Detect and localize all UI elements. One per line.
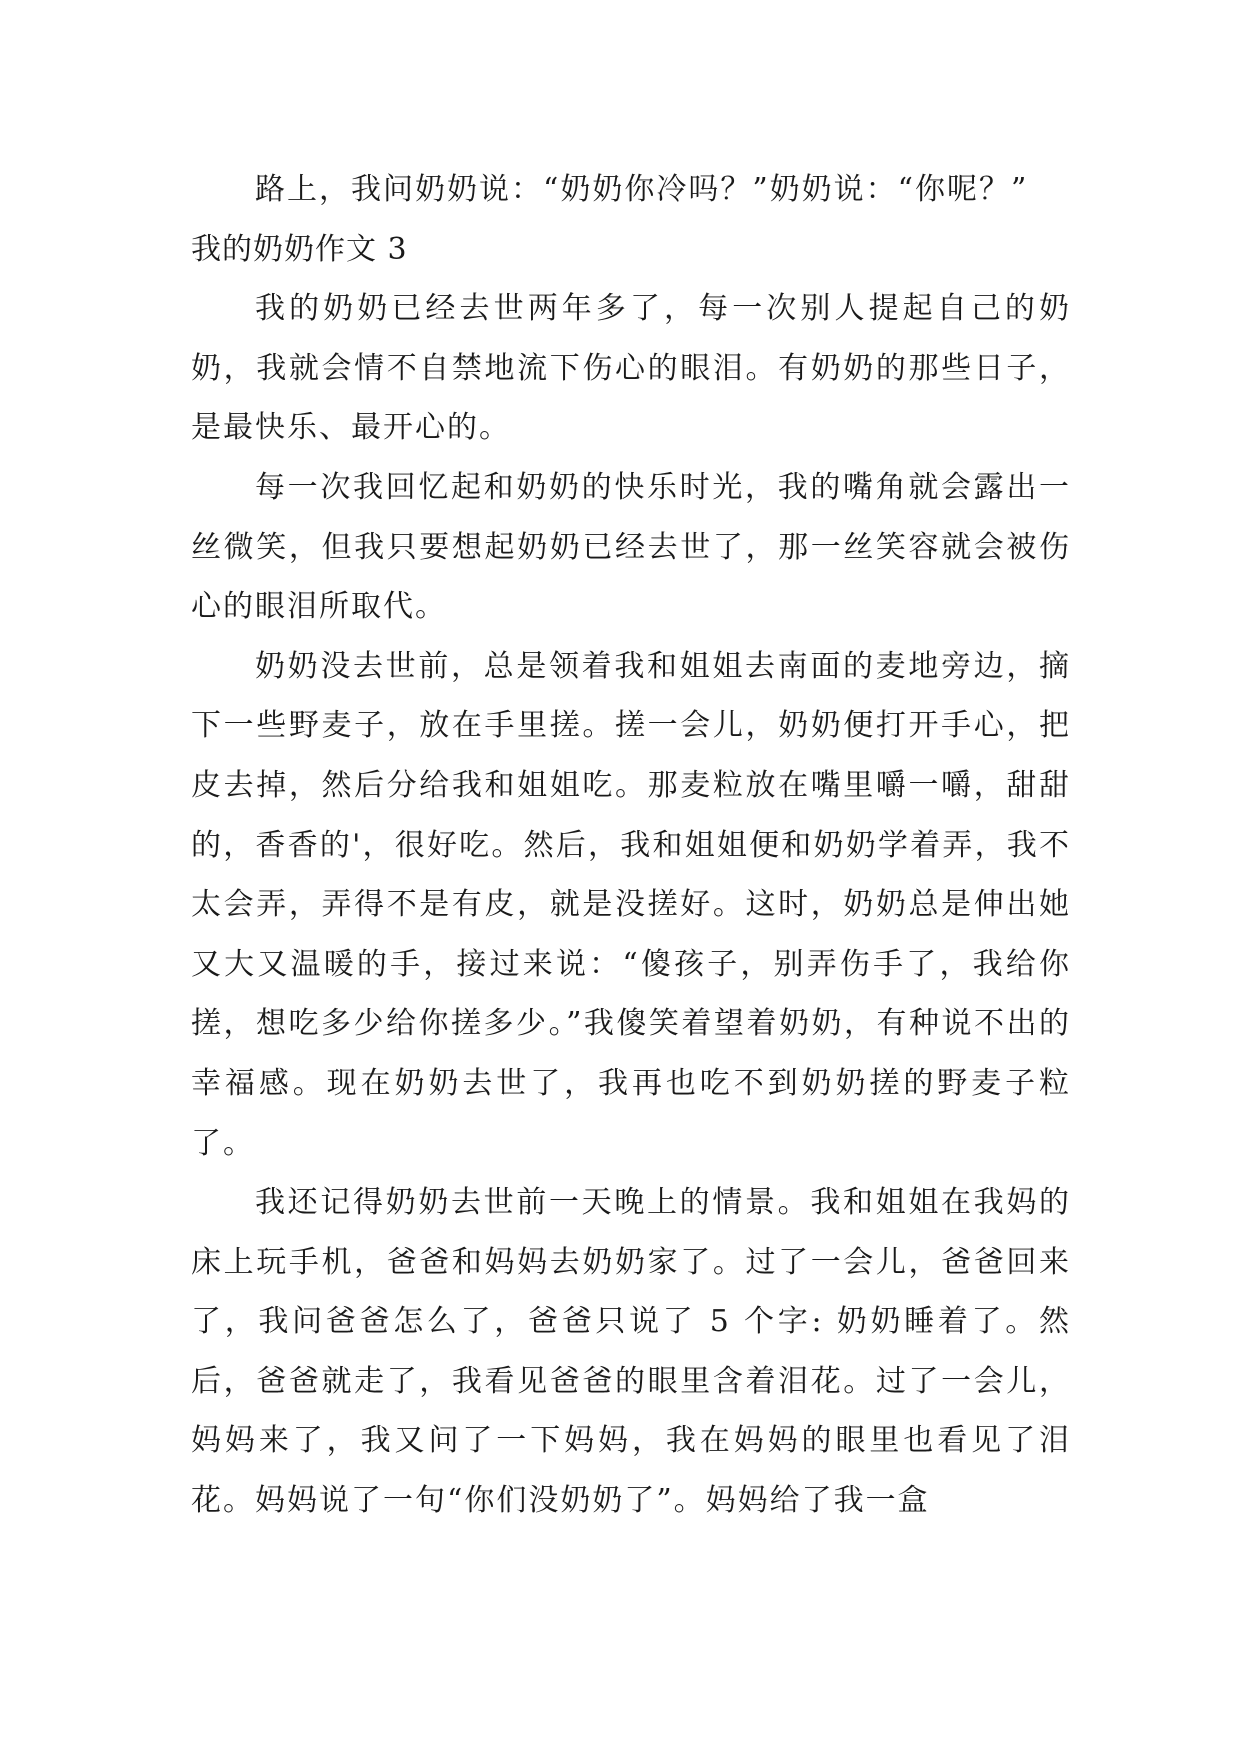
paragraph-1: 我的奶奶已经去世两年多了，每一次别人提起自己的奶奶，我就会情不自禁地流下伤心的眼泪。有奶奶的那些日子，是最快乐、最开心的。 — [191, 291, 1071, 446]
paragraph-continuation: 路上，我问奶奶说：“奶奶你冷吗？”奶奶说：“你呢？” — [255, 172, 1029, 207]
section-heading: 我的奶奶作文 3 — [191, 231, 408, 267]
paragraph-4: 我还记得奶奶去世前一天晚上的情景。我和姐姐在我妈的床上玩手机，爸爸和妈妈去奶奶家了。过了一会儿，爸爸回来了，我问爸爸怎么了，爸爸只说了 5 个字: 奶奶睡着了。然后，爸爸就走了，我看见爸爸的眼里含着泪花。过了一会儿，妈妈来了，我又问了一下妈妈，我在妈妈的眼里也看见了泪花。妈妈说了一句“你们没奶奶了”。妈妈给了我一盒 — [191, 1185, 1071, 1519]
paragraph-3: 奶奶没去世前，总是领着我和姐姐去南面的麦地旁边，摘下一些野麦子，放在手里搓。搓一会儿，奶奶便打开手心，把皮去掉，然后分给我和姐姐吃。那麦粒放在嘴里嚼一嚼，甜甜的，香香的'，很好吃。然后，我和姐姐便和奶奶学着弄，我不太会弄，弄得不是有皮，就是没搓好。这时，奶奶总是伸出她又大又温暖的手，接过来说：“傻孩子，别弄伤手了，我给你搓，想吃多少给你搓多少。”我傻笑着望着奶奶，有种说不出的幸福感。现在奶奶去世了，我再也吃不到奶奶搓的野麦子粒了。 — [191, 648, 1071, 1161]
document-body — [191, 160, 1071, 1531]
paragraph-2: 每一次我回忆起和奶奶的快乐时光，我的嘴角就会露出一丝微笑，但我只要想起奶奶已经去世了，那一丝笑容就会被伤心的眼泪所取代。 — [191, 469, 1071, 625]
